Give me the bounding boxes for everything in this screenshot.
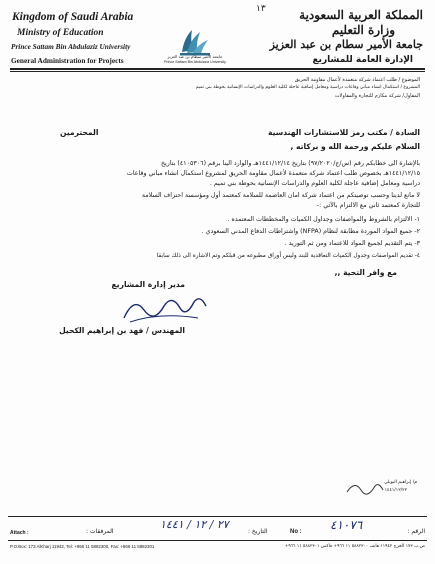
letterhead-en-ministry: Ministry of Education bbox=[17, 28, 104, 38]
respected-label: المحترمين bbox=[60, 128, 99, 137]
header-divider bbox=[10, 68, 425, 70]
body-line-1: بالإشارة الى خطابكم رقم (س/ج/٩٧/٢٠٢٠) بتاريخ ١٤٤١/١٢/١٤هـ والوارد الينا برقم (٤١٠٥٣٠٦) بتاريخ bbox=[160, 160, 420, 167]
signatory-name: المهندس / فهد بن إبراهيم الكحيل bbox=[59, 326, 185, 335]
footer-attach-label: Attach : bbox=[10, 530, 29, 536]
condition-1: ١- الالتزام بالشروط والمواصفات وجداول الكميات والمخططات المعتمده . bbox=[227, 216, 420, 223]
condition-2: ٢- جميع المواد الموردة مطابقة لنظام (NFPA) واشتراطات الدفاع المدني السعودي . bbox=[201, 228, 420, 235]
body-line-5: للتجارة كمعتمد ثاني مع الالتزام بالآتي :- bbox=[316, 202, 420, 209]
footer-attachments-label: المرفقات : bbox=[86, 528, 114, 535]
footer-divider-lower bbox=[8, 540, 427, 541]
body-line-4: لا مانع لدينا وحسب توصيتكم من اعتماد شركة امان العاصمة للسلامة كمعتمد أول ومؤسسة احتراف السلامة bbox=[141, 192, 420, 199]
university-logo-icon bbox=[160, 22, 230, 72]
stamp-name: م/ إبراهيم البويلي bbox=[384, 480, 417, 485]
stamp-signature-icon bbox=[345, 478, 385, 498]
body-line-2: ١٤٤١/١٢/١٥هـ بخصوص طلب اعتماد شركة متعمدة لأعمال مقاومة الحريق لمشروع استكمال انشاء مباني وقاعات bbox=[126, 170, 420, 177]
body-line-3: دراسية ومعامل إضافية عاجلة لكلية العلوم والدراسات الإنسانية بحوطة بني تميم . bbox=[209, 180, 420, 187]
letterhead-ar-kingdom: المملكة العربية السعودية bbox=[299, 8, 423, 22]
review-stamp bbox=[345, 470, 417, 510]
letterhead-ar-ministry: وزارة التعليم bbox=[331, 23, 395, 37]
letterhead-en-university: Prince Sattam Bin Abdulaziz University bbox=[11, 42, 131, 51]
project-line: المشروع / استكمال انشاء مباني وقاعات دراسية ومعامل إضافية عاجلة لكلية العلوم والدراسات الإنسانية بحوطة بني تميم bbox=[195, 85, 420, 90]
footer-date-value: ٢٧ / ١٢ / ١٤٤١ bbox=[160, 518, 229, 531]
university-logo bbox=[160, 22, 230, 72]
header-divider-thin bbox=[10, 71, 425, 72]
signatory-title: مدير إدارة المشاريع bbox=[111, 280, 185, 289]
page-number: ١٣ bbox=[256, 4, 266, 14]
letterhead-en-administration: General Administration for Projects bbox=[11, 56, 124, 65]
logo-english-name: Prince Sattam Bin Abdulaziz University bbox=[164, 60, 226, 64]
handwritten-signature bbox=[120, 288, 210, 328]
footer-address-en: P.O.Box: 173 AlKharj 11942, Tel: +966 11 5882300, Fax: +966 11 5882301 bbox=[10, 544, 155, 549]
greeting: السلام عليكم ورحمة الله و بركاته , bbox=[290, 142, 420, 151]
letterhead-ar-administration: الإدارة العامة للمشاريع bbox=[312, 55, 413, 65]
logo-arabic-name: جامعة الأمير سطام بن عبد العزيز bbox=[167, 54, 223, 59]
letterhead-ar-university: جامعة الأمير سطام بن عبد العزيز bbox=[269, 38, 423, 51]
contractor-line: المقاول/ شركة مكارم للتجارة والمقاولات bbox=[334, 93, 420, 99]
letterhead-en-kingdom: Kingdom of Saudi Arabia bbox=[12, 11, 134, 23]
condition-4: ٤- تقديم المواصفات وجدول الكميات التعاقدية للبند وليس أوراق مطبوعه من قبلكم وتم الاشاره الى ذلك سابقا bbox=[156, 253, 420, 259]
footer-address-ar: ص.ب ١٧٣ الخرج ١١٩٤٢ هاتف ٥٨٨٢٣٠٠ ١١ ٩٦٦+ فاكس ٥٨٨٢٣٠١ ١١ ٩٦٦+ bbox=[284, 544, 425, 549]
footer-no-label: No : bbox=[290, 529, 302, 535]
footer-divider bbox=[8, 516, 427, 517]
addressee: السادة / مكتب رمز للاستشارات الهندسية bbox=[268, 128, 420, 137]
footer-number-value: ٤١٠٧٦ bbox=[330, 518, 363, 532]
subject-line: الموضوع / طلب اعتماد شركة متعمدة لأعمال مقاومة الحريق bbox=[294, 77, 420, 83]
footer-date-label: التاريخ : bbox=[248, 528, 268, 535]
condition-3: ٣- يتم التقديم لجميع المواد للاعتماد ومن ثم التوريد . bbox=[284, 240, 420, 247]
closing: مع وافر التحية ,, bbox=[334, 268, 397, 277]
stamp-date: ١٤٤١/١٢/٢٢ bbox=[384, 488, 407, 493]
footer-number-label: الرقم : bbox=[407, 528, 425, 535]
